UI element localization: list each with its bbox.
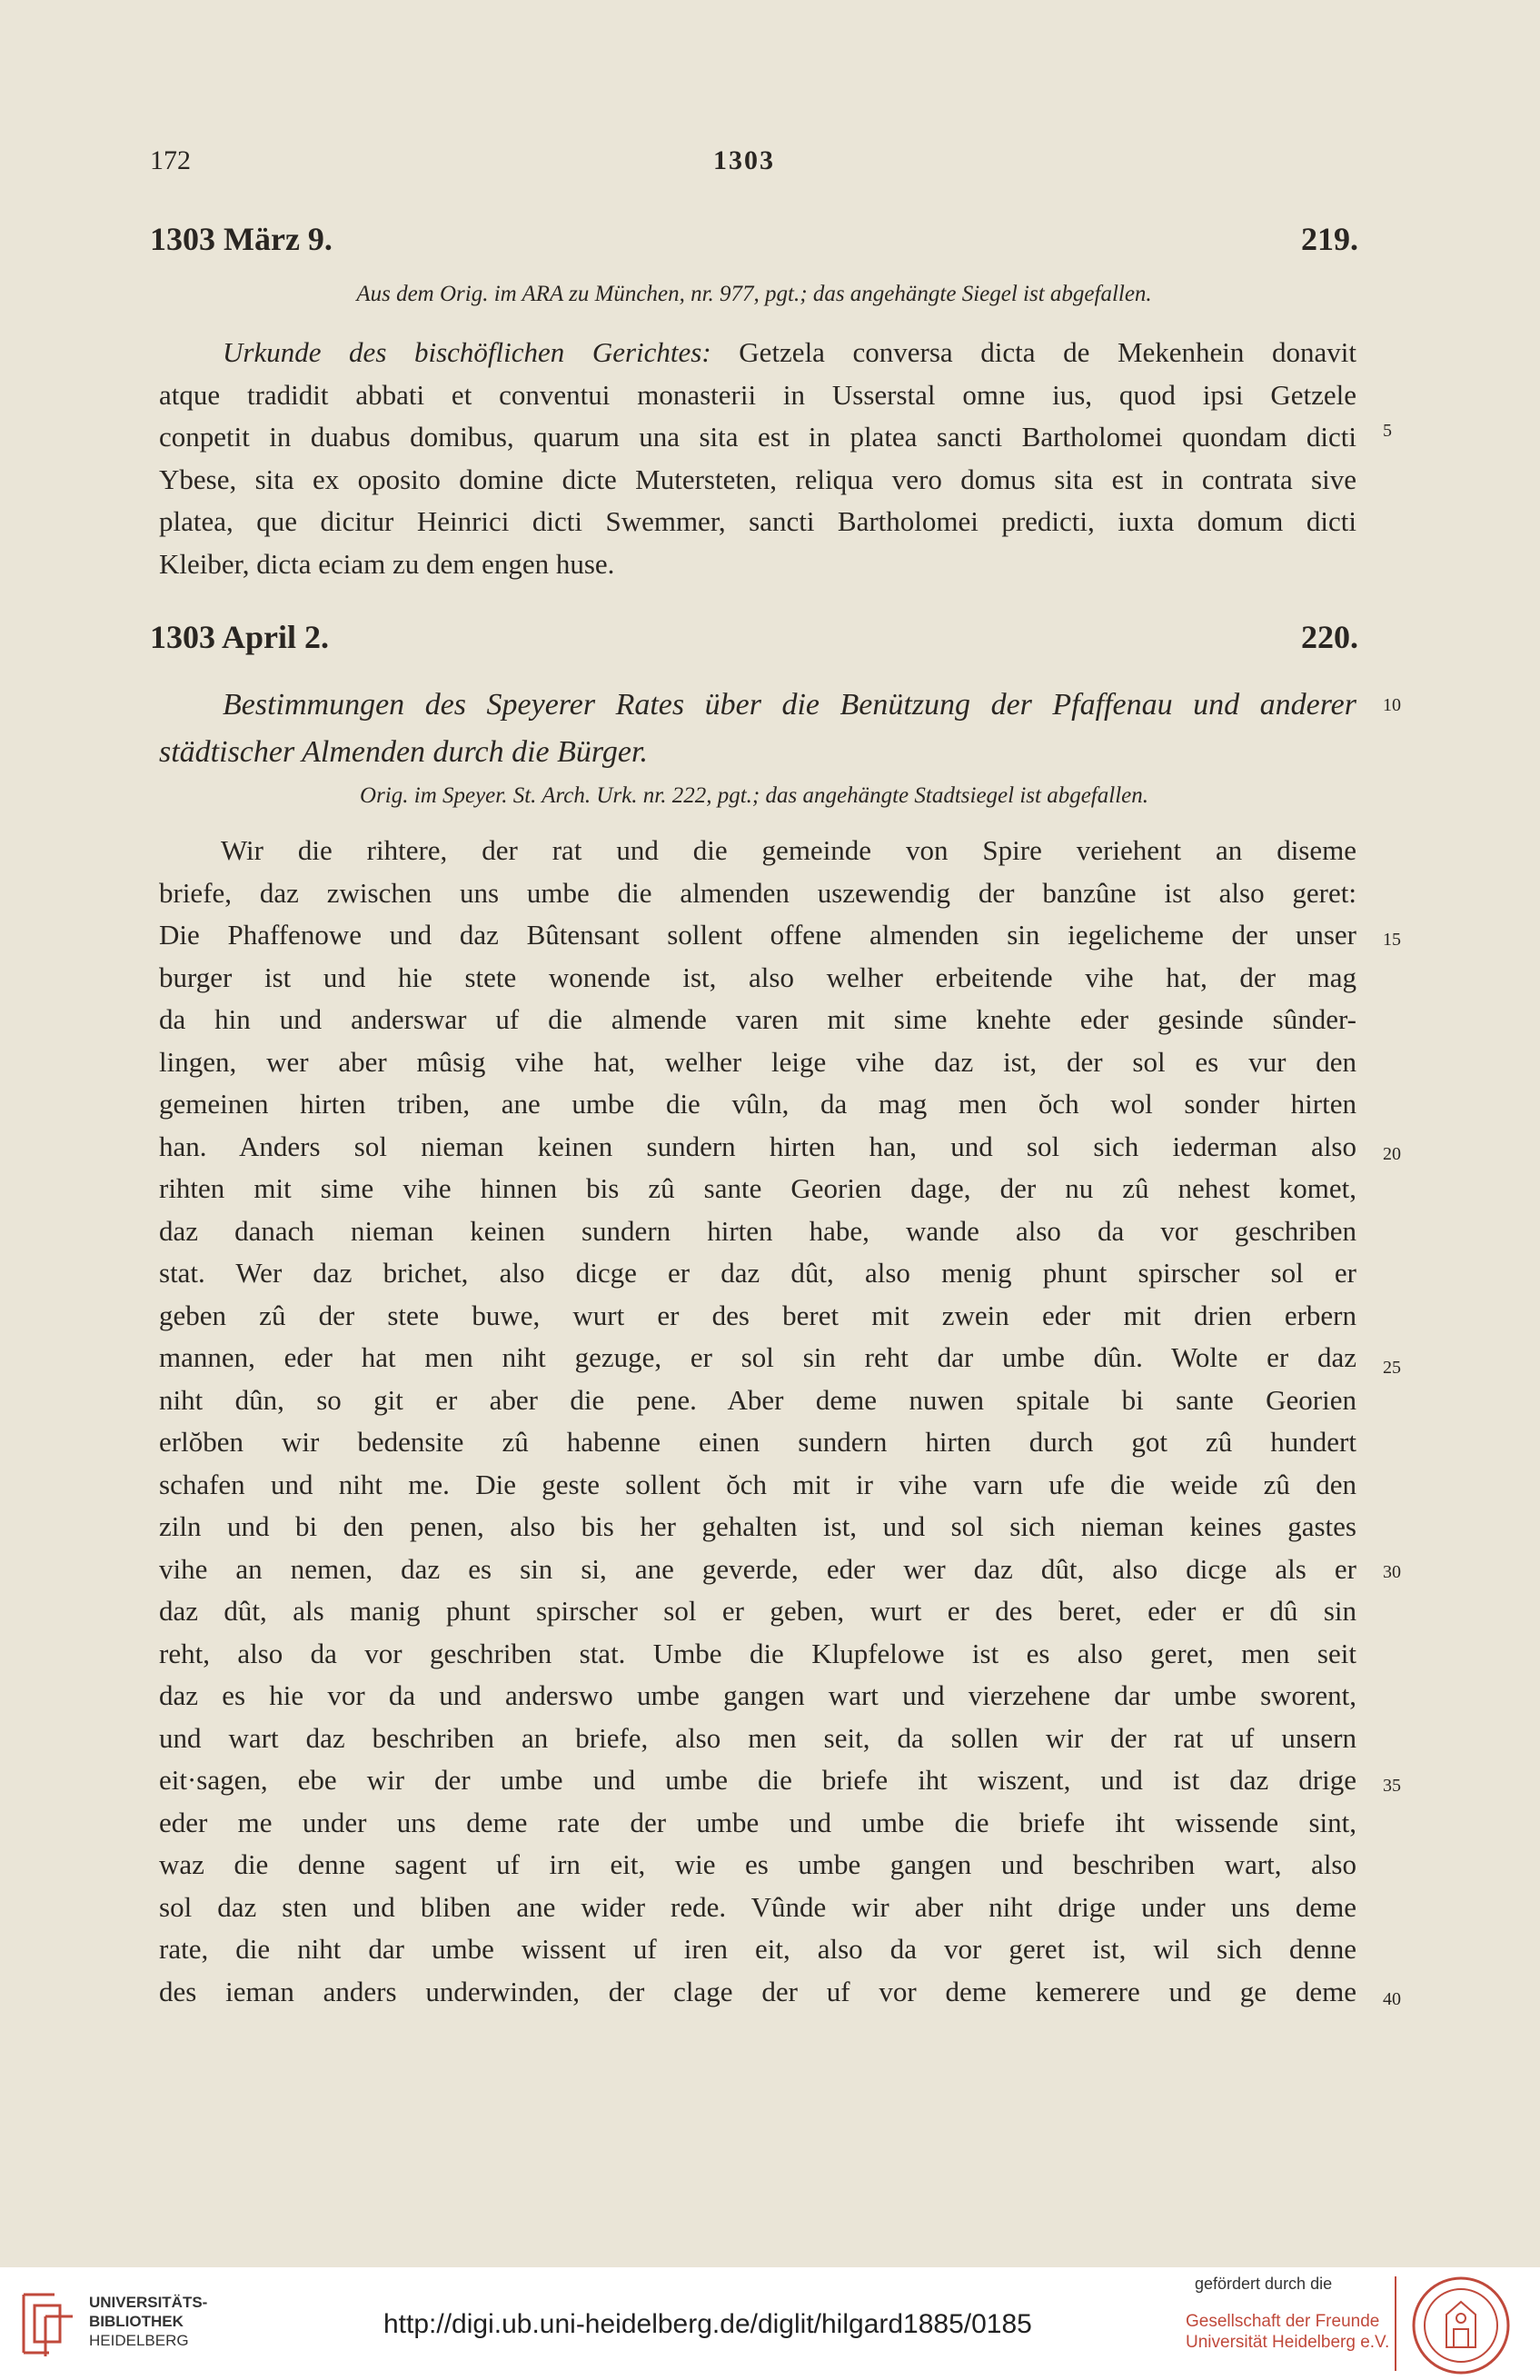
doc-219-summary-intro: Urkunde des bischöflichen Gerichtes:: [223, 336, 711, 368]
margin-line-number: 10: [1383, 695, 1401, 715]
text-line: niht dûn, so git er aber die pene. Aber deme nuwen spitale bi sante Georien: [159, 1383, 1356, 1416]
margin-line-number: 20: [1383, 1144, 1401, 1164]
text-line: und wart daz beschriben an briefe, also men seit, da sollen wir der rat uf unsern: [159, 1721, 1356, 1754]
page-number: 172: [150, 145, 191, 175]
doc-219-body: [159, 332, 1356, 585]
text-line: Die Phaffenowe und daz Bûtensant sollent offene almenden sin iegelicheme der unser: [159, 919, 1356, 951]
sponsor-name: Gesellschaft der Freunde Universität Heidelberg e.V.: [1186, 2312, 1390, 2352]
margin-line-number: 30: [1383, 1562, 1401, 1582]
text-line: gemeinen hirten triben, ane umbe die vûln, da mag men ŏch wol sonder hirten: [159, 1088, 1356, 1120]
library-logo-icon: [18, 2287, 80, 2360]
text-line: des ieman anders underwinden, der clage der uf vor deme kemerere und ge deme: [159, 1975, 1356, 2007]
summary-line: städtischer Almenden durch die Bürger.: [159, 735, 648, 769]
university-seal-icon: [1410, 2275, 1512, 2376]
footer-divider: [1395, 2276, 1396, 2371]
running-head: [150, 145, 1358, 182]
text-line: han. Anders sol nieman keinen sundern hirten han, und sol sich iederman also: [159, 1130, 1356, 1162]
text-line: reht, also da vor geschriben stat. Umbe die Klupfelowe ist es also geret, men seit: [159, 1637, 1356, 1669]
sponsor-intro: gefördert durch die: [1195, 2275, 1333, 2293]
text-line: geben zû der stete buwe, wurt er des beret mit zwein eder mit drien erbern: [159, 1299, 1356, 1331]
text-line: rihten mit sime vihe hinnen bis zû sante Georien dage, der nu zû nehest komet,: [159, 1172, 1356, 1204]
text-line: eder me under uns deme rate der umbe und umbe die briefe iht wissende sint,: [159, 1806, 1356, 1838]
text-line: Wir die rihtere, der rat und die gemeinde von Spire veriehent an diseme: [221, 834, 1356, 866]
digitization-footer: [0, 2267, 1540, 2380]
doc-220-date: 1303 April 2.: [150, 619, 330, 655]
running-head-year: 1303: [713, 145, 775, 175]
text-line: briefe, daz zwischen uns umbe die almenden uszewendig der banzûne ist also geret:: [159, 876, 1356, 909]
text-line: sol daz sten und bliben ane wider rede. Vûnde wir aber niht drige under uns deme: [159, 1890, 1356, 1923]
text-line: Ybese, sita ex oposito domine dicte Mutersteten, reliqua vero domus sita est in contrata sive: [159, 463, 1356, 495]
text-line: daz es hie vor da und anderswo umbe gangen wart und vierzehene dar umbe sworent,: [159, 1679, 1356, 1711]
doc-220-heading: [150, 618, 1358, 660]
text-line: vihe an nemen, daz es sin si, ane geverde, eder wer daz dût, also dicge als er: [159, 1552, 1356, 1585]
text-line: erlŏben wir bedensite zû habenne einen sundern hirten durch got zû hundert: [159, 1426, 1356, 1458]
text-line: atque tradidit abbati et conventui monasterii in Usserstal omne ius, quod ipsi Getzele: [159, 378, 1356, 411]
text-line: lingen, wer aber mûsig vihe hat, welher leige vihe daz ist, der sol es vur den: [159, 1045, 1356, 1078]
doc-220-number: 220.: [1301, 619, 1358, 655]
doc-220-summary: [159, 682, 1356, 776]
doc-219-number: 219.: [1301, 221, 1358, 257]
text-line: rate, die niht dar umbe wissent uf iren eit, also da vor geret ist, wil sich denne: [159, 1933, 1356, 1965]
text-line: waz die denne sagent uf irn eit, wie es umbe gangen und beschriben wart, also: [159, 1848, 1356, 1880]
doc-220-source: Orig. im Speyer. St. Arch. Urk. nr. 222, pgt.; das angehängte Stadtsiegel ist abgefallen.: [360, 783, 1148, 808]
margin-line-number: 40: [1383, 1989, 1401, 2009]
margin-line-number: 15: [1383, 930, 1401, 950]
margin-line-number: 5: [1383, 421, 1392, 441]
doc-219-date: 1303 März 9.: [150, 221, 333, 257]
text-line: da hin und anderswar uf die almende varen mit sime knehte eder gesinde sûnder-: [159, 1003, 1356, 1035]
text-line: conpetit in duabus domibus, quarum una sita est in platea sancti Bartholomei quondam dicti: [159, 421, 1356, 453]
doc-219-source: Aus dem Orig. im ARA zu München, nr. 977, pgt.; das angehängte Siegel ist abgefallen.: [356, 282, 1152, 306]
permalink-url[interactable]: http://digi.ub.uni-heidelberg.de/diglit/hilgard1885/0185: [383, 2309, 1032, 2339]
doc-220-body: [159, 830, 1356, 2013]
library-name: UNIVERSITÄTS- BIBLIOTHEK HEIDELBERG: [89, 2294, 208, 2349]
text-line: platea, que dicitur Heinrici dicti Swemmer, sancti Bartholomei predicti, iuxta domum dicti: [159, 505, 1356, 537]
text-line: stat. Wer daz brichet, also dicge er daz dût, also menig phunt spirscher sol er: [159, 1257, 1356, 1289]
text-line: ziln und bi den penen, also bis her gehalten ist, und sol sich nieman keines gastes: [159, 1510, 1356, 1542]
text-line: Urkunde des bischöflichen Gerichtes: Getzela conversa dicta de Mekenhein donavit: [223, 336, 1356, 368]
text-line: daz dût, als manig phunt spirscher sol er geben, wurt er des beret, eder er dû sin: [159, 1595, 1356, 1627]
summary-line: Bestimmungen des Speyerer Rates über die Benützung der Pfaffenau und anderer: [223, 688, 1356, 722]
text-line: mannen, eder hat men niht gezuge, er sol sin reht dar umbe dûn. Wolte er daz: [159, 1341, 1356, 1373]
margin-line-number: 25: [1383, 1358, 1401, 1378]
doc-219-heading: [150, 220, 1358, 262]
text-line: eit·sagen, ebe wir der umbe und umbe die briefe iht wiszent, und ist daz drige: [159, 1764, 1356, 1796]
text-line: schafen und niht me. Die geste sollent ŏch mit ir vihe varn ufe die weide zû den: [159, 1468, 1356, 1500]
margin-line-number: 35: [1383, 1776, 1401, 1796]
text-line: Kleiber, dicta eciam zu dem engen huse.: [159, 547, 615, 580]
text-line: burger ist und hie stete wonende ist, also welher erbeitende vihe hat, der mag: [159, 961, 1356, 993]
text-line: daz danach nieman keinen sundern hirten habe, wande also da vor geschriben: [159, 1214, 1356, 1247]
